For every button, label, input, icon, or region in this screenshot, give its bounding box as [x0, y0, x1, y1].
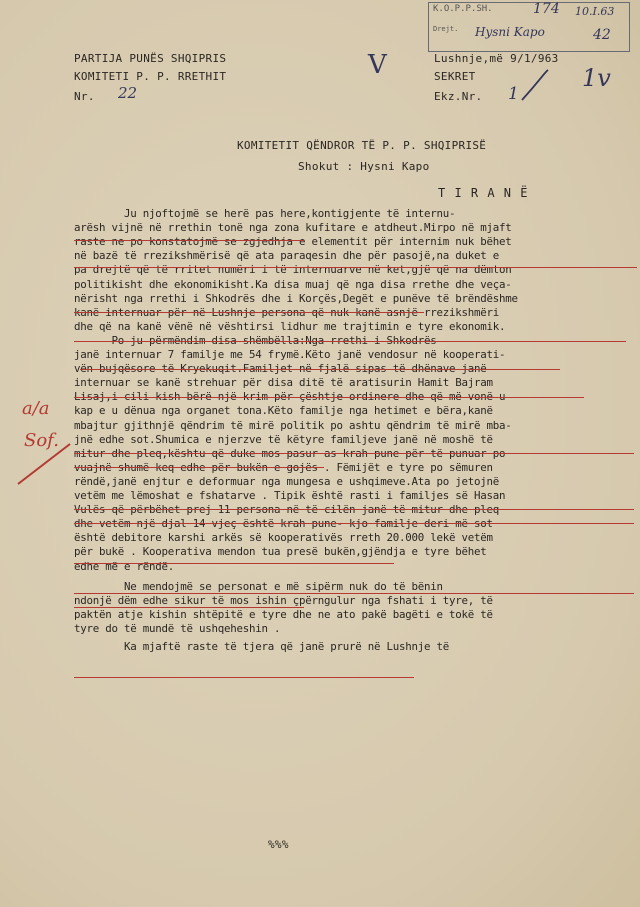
stamp-number: 174	[533, 1, 560, 17]
body-line: pa drejtë që të rritet numëri i të internuarve në ket,gjë që na dëmton	[74, 263, 512, 277]
body-line: Ne mendojmë se personat e më sipërm nuk do të bënin	[74, 579, 443, 593]
copy-flourish	[522, 70, 548, 100]
body-line: Lisaj,i cili kish bërë një krim për çështje ordinere dhe që më vonë u	[74, 390, 506, 404]
recipient-city: T I R A N Ë	[438, 186, 529, 200]
body-line: Po ju përmëndim disa shëmbëlla:Nga rrethi i Shkodrës	[74, 333, 437, 347]
body-line: mbajtur gjithnjë qëndrim të mirë politik po ashtu qëndrim të mirë mba-	[74, 418, 512, 432]
header-number-label: Nr.	[74, 90, 95, 103]
body-line: raste ne po konstatojmë se zgjedhja e elementit për internim nuk bëhet	[74, 235, 512, 249]
body-line: vetëm me lëmoshat e fshatarve . Tipik është rasti i familjes së Hasan	[74, 489, 506, 502]
header-number-handwritten: 22	[118, 84, 138, 102]
stamp-drejt-label: Drejt.	[433, 25, 459, 33]
header-party: PARTIJA PUNËS SHQIPRIS	[74, 52, 227, 65]
body-line: tyre do të mundë të ushqeheshin .	[74, 621, 281, 635]
body-line: rëndë,janë enjtur e deformuar nga mungesa e ushqimeve.Ata po jetojnë	[74, 474, 500, 488]
stamp-date: 10.I.63	[575, 5, 615, 18]
margin-note-sof: Sof.	[24, 430, 59, 451]
body-line: edhe më e rëndë.	[74, 559, 175, 573]
header-corner-mark: 1v	[582, 64, 611, 92]
recipient-line2: Shokut : Hysni Kapo	[298, 160, 430, 173]
body-line: në bazë të rrezikshmërisë që ata paraqesin dhe për pasojë,na duket e	[74, 249, 500, 263]
body-line: jnë edhe sot.Shumica e njerzve të këtyre familjeve janë në moshë të	[74, 432, 493, 446]
body-line: ndonjë dëm edhe sikur të mos ishin çpërngulur nga fshati i tyre, të	[74, 593, 493, 607]
body-line: internuar se kanë strehuar për disa ditë të aratisurin Hamit Bajram	[74, 376, 493, 390]
recipient-line1: KOMITETIT QËNDROR TË P. P. SHQIPRISË	[237, 139, 487, 152]
body-line: dhe që na kanë vënë në vështirsi lidhur me trajtimin e tyre ekonomik.	[74, 319, 506, 333]
margin-slash	[18, 444, 70, 484]
stamp-org: K.O.P.P.SH.	[433, 4, 493, 14]
margin-note-aa: a/a	[22, 398, 50, 419]
body-line: për bukë . Kooperativa mendon tua presë bukën,gjëndja e tyre bëhet	[74, 545, 487, 559]
body-line: dhe vetëm një djal 14 vjeç është krah pune- kjo familje deri më sot	[74, 517, 493, 531]
footer-mark: %%%	[268, 838, 289, 851]
body-line: kanë internuar për në Lushnje persona që nuk kanë asnjë rrezikshmëri	[74, 305, 500, 319]
body-line: politikisht dhe ekonomikisht.Ka disa muaj që nga disa rrethe dhe veça-	[74, 277, 512, 291]
body-line: paktën atje kishin shtëpitë e tyre dhe ne ato pakë bagëti e tokë të	[74, 607, 493, 621]
body-line: mitur dhe pleq,kështu që duke mos pasur as krah pune për të punuar po	[74, 446, 506, 460]
header-secret: SEKRET	[434, 70, 476, 83]
header-committee: KOMITETI P. P. RRETHIT	[74, 70, 227, 83]
body-line: kap e u dënua nga organet tona.Këto familje nga hetimet e bëra,kanë	[74, 404, 493, 418]
header-place-date: Lushnje,më 9/1/963	[434, 52, 559, 65]
body-line: është debitore karshi arkës së kooperativës rreth 20.000 lekë vetëm	[74, 531, 493, 545]
body-line: vën bujqësore të Kryekuqit.Familjet në fjalë sipas të dhënave janë	[74, 362, 487, 376]
body-line: nërisht nga rrethi i Shkodrës dhe i Korçës,Degët e punëve të brëndëshme	[74, 291, 518, 305]
body-line: arësh vijnë në rrethin tonë nga zona kufitare e atdheut.Mirpo në mjaft	[74, 221, 512, 235]
stamp-code: 42	[593, 27, 611, 43]
body-line: janë internuar 7 familje me 54 frymë.Këto janë vendosur në kooperati-	[74, 348, 506, 361]
header-copy-label: Ekz.Nr.	[434, 90, 483, 103]
body-line: Vulës që përbëhet prej 11 persona në të cilën janë të mitur dhe pleq	[74, 503, 500, 517]
stamp-name: Hysni Kapo	[475, 25, 545, 39]
header-copy-number: 1	[508, 84, 519, 104]
check-mark: V	[368, 50, 387, 80]
body-line: Ju njoftojmë se herë pas here,kontigjente të internu-	[74, 207, 456, 220]
body-line: vuajnë shumë keq edhe për bukën e gojës . Fëmijët e tyre po sëmuren	[74, 460, 493, 474]
body-line: Ka mjaftë raste të tjera që janë prurë në Lushnje të	[74, 640, 450, 653]
